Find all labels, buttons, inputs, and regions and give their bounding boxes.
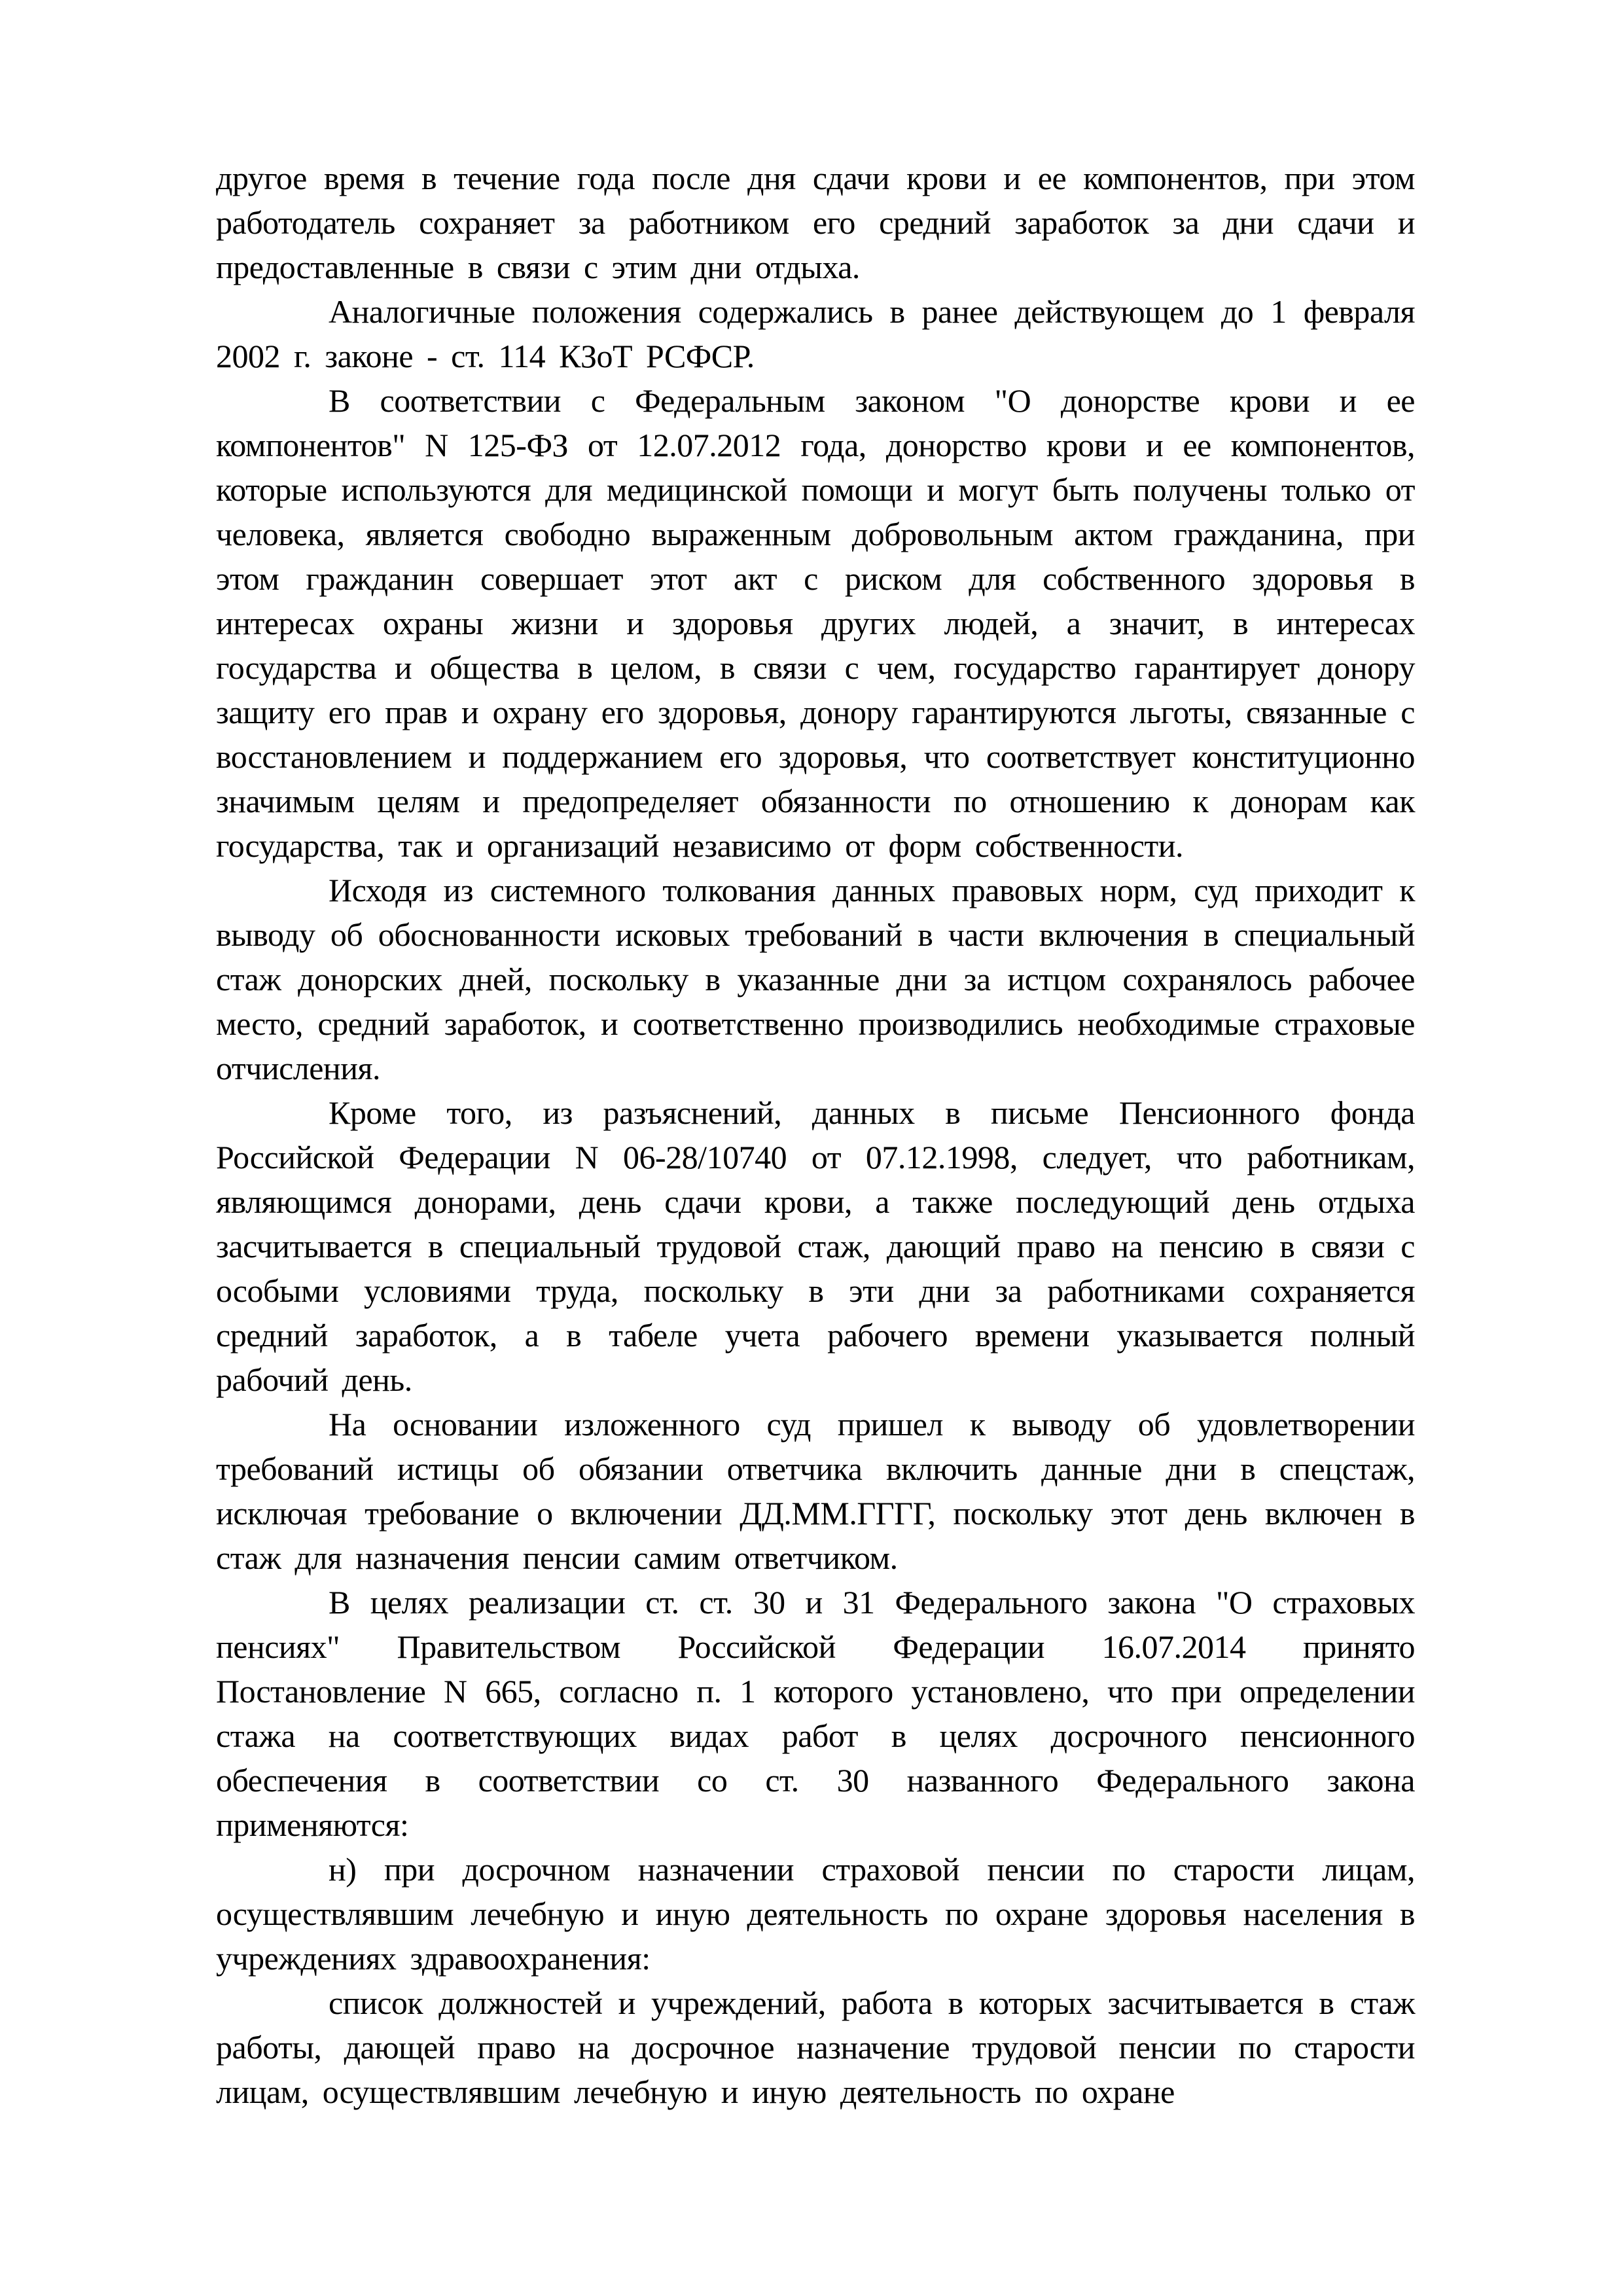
paragraph-federal-law-blood-donation: В соответствии с Федеральным законом "О донорстве крови и ее компонентов" N 125-ФЗ от 12.07.2012 года, донорство крови и ее компонентов, которые используются для медицинской помощи и могут быть получены только от человека, является свободно выраженным добровольным актом гражданина, при этом гражданин совершает этот акт с риском для собственного здоровья в интересах охраны жизни и здоровья других людей, а значит, в интересах государства и общества в целом, в связи с чем, государство гарантирует донору защиту его прав и охрану его здоровья, донору гарантируются льготы, связанные с восстановлением и поддержанием его здоровья, что соответствует конституционно значимым целям и предопределяет обязанности по отношению к донорам как государства, так и организаций независимо от форм собственности. (216, 382, 1415, 864)
paragraph-analogous-provisions: Аналогичные положения содержались в ранее действующем до 1 февраля 2002 г. законе - ст. 114 КЗоТ РСФСР. (216, 293, 1415, 374)
paragraph-resolution-665: В целях реализации ст. ст. 30 и 31 Федерального закона "О страховых пенсиях" Правительством Российской Федерации 16.07.2014 принято Постановление N 665, согласно п. 1 которого установлено, что при определении стажа на соответствующих видах работ в целях досрочного пенсионного обеспечения в соответствии со ст. 30 названного Федерального закона применяются: (216, 1584, 1415, 1843)
paragraph-item-n-early-pension: н) при досрочном назначении страховой пенсии по старости лицам, осуществлявшим лечебную и иную деятельность по охране здоровья населения в учреждениях здравоохранения: (216, 1851, 1415, 1977)
paragraph-court-conclusion-donor-days: Исходя из системного толкования данных правовых норм, суд приходит к выводу об обоснованности исковых требований в части включения в специальный стаж донорских дней, поскольку в указанные дни за истцом сохранялось рабочее место, средний заработок, и соответственно производились необходимые страховые отчисления. (216, 872, 1415, 1086)
paragraph-list-of-positions: список должностей и учреждений, работа в которых засчитывается в стаж работы, дающей право на досрочное назначение трудовой пенсии по старости лицам, осуществлявшим лечебную и иную деятельность по охране (216, 1984, 1415, 2110)
paragraph-continuation: другое время в течение года после дня сдачи крови и ее компонентов, при этом работодатель сохраняет за работником его средний заработок за дни сдачи и предоставленные в связи с этим дни отдыха. (216, 160, 1415, 285)
paragraph-pension-fund-letter: Кроме того, из разъяснений, данных в письме Пенсионного фонда Российской Федерации N 06-28/10740 от 07.12.1998, следует, что работникам, являющимся донорами, день сдачи крови, а также последующий день отдыха засчитывается в специальный трудовой стаж, дающий право на пенсию в связи с особыми условиями труда, поскольку в эти дни за работниками сохраняется средний заработок, а в табеле учета рабочего времени указывается полный рабочий день. (216, 1094, 1415, 1398)
paragraph-court-decision-special-record: На основании изложенного суд пришел к выводу об удовлетворении требований истицы об обязании ответчика включить данные дни в спецстаж, исключая требование о включении ДД.ММ.ГГГГ, поскольку этот день включен в стаж для назначения пенсии самим ответчиком. (216, 1406, 1415, 1576)
document-text-block (216, 156, 1415, 2114)
